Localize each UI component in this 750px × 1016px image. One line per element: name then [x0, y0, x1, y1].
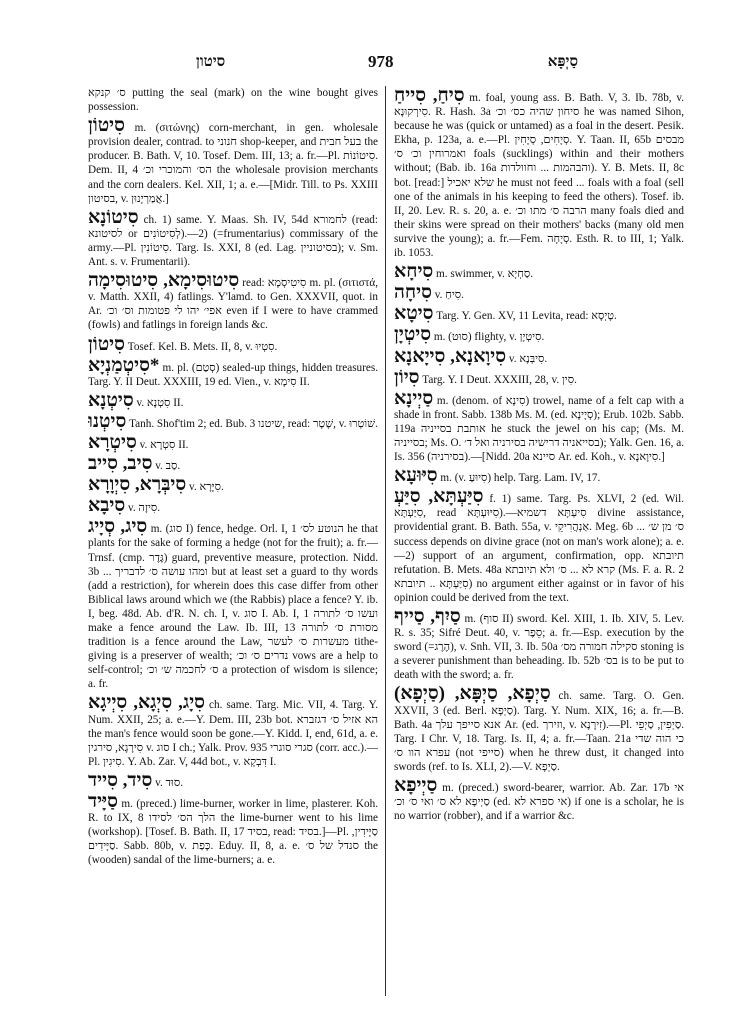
dictionary-entry: [394, 776, 684, 823]
entry-headword: סִיטוֹן: [88, 115, 125, 137]
dictionary-entry: [88, 454, 378, 473]
entry-definition: m. (v. סִיוּעַ) help. Targ. Lam. IV, 17.: [440, 472, 601, 485]
entry-definition: v. סִטְנָא II.: [136, 396, 184, 409]
page-header: [86, 52, 690, 76]
running-head-right: סַיְפָּא: [547, 54, 578, 70]
entry-definition: ch. 1) same. Y. Maas. Sh. IV, 54d לחמורא (read: לסיטונא or לְסִיטוֹנִים).—2) (=frumentarius) commissary of the army.—Pl. סִיטוֹנִין. Targ. Is. XXI, 8 (ed. Lag. בסיטוניין); v. Sm. Ant. s. v. Frumentarii).: [88, 213, 378, 269]
entry-definition: ס׳ קנקא putting the seal (mark) on the wine bought gives possession.: [88, 87, 378, 114]
entry-definition: v. סִיָּרָא.: [188, 481, 224, 494]
entry-headword: סִיבְּרָא, סִיְוָרָא: [88, 474, 187, 496]
dictionary-entry: [88, 208, 378, 269]
left-column: [88, 86, 378, 996]
entry-headword: סַיְיפָא: [394, 775, 438, 797]
entry-headword: סִיחַ, סִייחַ: [394, 86, 465, 106]
dictionary-entry: [394, 325, 684, 344]
entry-headword: סִיטוֹן: [88, 333, 125, 355]
dictionary-entry: [394, 487, 684, 605]
entry-definition: Tosef. Kel. B. Mets. II, 8, v. סִטְיוּ.: [127, 340, 278, 353]
dictionary-entry: [88, 792, 378, 867]
entry-headword: סִיב, סִייב: [88, 453, 153, 475]
column-divider: [385, 86, 386, 996]
right-column: [394, 86, 684, 996]
dictionary-entry: [394, 86, 684, 260]
dictionary-entry: [394, 347, 684, 366]
entry-headword: סִיג, סְיָיג: [88, 516, 148, 538]
entry-definition: v. סִטְרָא II.: [139, 438, 189, 451]
entry-definition: Targ. Y. Gen. XV, 11 Levita, read: טָיְסָא.: [436, 310, 617, 323]
dictionary-entry: [394, 389, 684, 464]
entry-headword: סִיטְרָא: [88, 431, 137, 453]
entry-headword: סִיטְנָא: [88, 389, 134, 411]
dictionary-entry: [394, 607, 684, 682]
entry-headword: *סִיטְמַנְיָא: [88, 354, 160, 376]
entry-definition: v. סִיבְּנָא.: [508, 352, 548, 365]
dictionary-entry: [88, 335, 378, 354]
entry-definition: m. (σιτώνης) corn-merchant, in gen. wholesale provision dealer, contrad. to חנוני shop-keeper, and בעל חבית the producer. B. Bath. V, 10. Tosef. Dem. III, 13; a. fr.—Pl. סִיטוֹנוֹת. Dem. II, 4 הס׳ והמוכרי וכ׳ the wholesale provision merchants and the corn dealers. Kel. XII, 1; a. e.—[Midr. Till. to Ps. XXIII בסיטון, v. אֲמַרְיָנוּן.]: [88, 122, 378, 205]
entry-definition: m. (denom. of סִינָא) trowel, name of a felt cap with a shade in front. Sabb. 138b Ms. M. (ed. סְיָינָא); Erub. 102b. Sabb. 119a אותבת בסייניה he stuck the jewel on his cap; (Ms. M. בסייניה; Ms. O. בסייאניה דרישיה בסירניה ואל ד׳); Yalk. Gen. 16, a. Is. 356 (בסירניה).—[Nidd. 20a סיינא Ar. ed. Koh., v. סִיוָאנָא.]: [394, 394, 684, 464]
dictionary-entry: [88, 391, 378, 410]
entry-headword: סִיָג, סִיְגָא, סִיְיגָא: [88, 692, 205, 714]
dictionary-entry: [88, 433, 378, 452]
dictionary-entry: [88, 517, 378, 691]
entry-definition: read: סִיטִיסְמָא m. pl. (σιτιστά, v. Matth. XXII, 4) fatlings. Y'lamd. to Gen. XXXVII, quot. in Ar. אפי׳ יהו לי פטומות וס׳ וכ׳ even if I were to have crammed (fowls) and fatlings in foreign lands &c.: [88, 277, 378, 332]
dictionary-entry: [88, 475, 378, 494]
entry-definition: m. (preced.) sword-bearer, warrior. Ab. Zar. 17b אי סַיְיפָא לא ס׳ ואי ס׳ וכ׳ (ed. אי ספרא לא) if one is a scholar, he is no warrior (robber), and if a warrior &c.: [394, 782, 684, 823]
entry-definition: m. (סוּט) flighty, v. סִיטְיָן.: [433, 331, 545, 344]
dictionary-entry: [394, 283, 684, 302]
entry-definition: m. foal, young ass. B. Bath. V, 3. Ib. 78b, v. סִירְקוּנָא. R. Hash. 3a סיחון שהיה כס׳ וכ׳ he was named Sihon, because he was (quick or untamed) as a foal in the desert. Pesik. Ekha, p. 123a, a. e.—Pl. סְיָחִים, סְיָחִין. Y. Taan. II, 65b מבסים ואמרוחין וכ׳ ס׳ foals (sucklings) within and their mothers without; (Bab. ib. 16a והבהמות ... וחוולדות). Y. B. Mets. II, 8c bot. [read:] שלא יאכיל he must not feed ... foals with a foal (sell one of the animals in his keeping to feed the others). Tosef. ib. II, 20. Lev. R. s. 20, a. e. הרבה ס׳ מתו וכ׳ many foals died and their skins were spread on their mothers' backs (many old men survive the young); a. fr.—Fem. סְיָחָה. Esth. R. to III, 1; Yalk. ib. 1053.: [394, 92, 684, 260]
entry-headword: סִיבָא: [88, 495, 126, 517]
entry-headword: סִיחָה: [394, 282, 432, 304]
entry-headword: סִיטוּסִימָא, סִיטוּסִימָה: [88, 270, 240, 292]
entry-definition: v. סִיזָה.: [127, 502, 161, 515]
entry-headword: סִיַּעְתָּא, סִיַּעְ: [394, 486, 484, 508]
entry-headword: סַיִף, סַייף: [394, 606, 461, 627]
dictionary-entry: [88, 271, 378, 332]
dictionary-entry: [394, 684, 684, 774]
entry-definition: m. (סוף II) sword. Kel. XIII, 1. Ib. XIV, 5. Lev. R. s. 35; Sifré Deut. 40, v. סֵפֶר; a. fr.—Esp. execution by the sword (=הֶרֶג), v. Snh. VII, 3. Ib. 50a סקילה חמורה מס׳ stoning is a severer punishment than beheading. Ib. 52b בס׳ is to be put to death with the sword; a. fr.: [394, 613, 684, 682]
entry-headword: סִיטָא: [394, 303, 434, 325]
entry-definition: v. סוּד.: [155, 776, 184, 789]
dictionary-entry: [88, 412, 378, 431]
entry-headword: סִיטְיָן: [394, 324, 432, 346]
dictionary-entry: [394, 304, 684, 323]
entry-definition: v. סִיחַ.: [434, 289, 464, 302]
entry-headword: סִיּוּעָא: [394, 465, 438, 487]
running-head-left: סיטון: [196, 54, 226, 70]
entry-definition: ch. same. Targ. O. Gen. XXVII, 3 (ed. Berl. סַיְפָא). Targ. Y. Num. XIX, 16; a. fr.—B. Bath. 4a אנא סייפך עלך Ar. (ed. וזירך, v. זִירָנָא).—Pl. סַיְפִין, סַיְפֵי. Targ. I Chr. V, 18. Targ. Is. II, 4; a. fr.—Taan. 21a כי הוה שדי עפרא הוו ס׳ (not סייפי) when he threw dust, it changed into swords (ref. to Is. XLI, 2).—V. סַיְפָא.: [394, 690, 684, 773]
entry-headword: סִיטְנוּ: [88, 410, 127, 432]
entry-headword: סַיָּיד: [88, 791, 118, 813]
entry-headword: סַיְפָא, סַיְפָּא, (סַיְפָא): [394, 683, 551, 705]
dictionary-entry: [88, 496, 378, 515]
entry-headword: סִיטוֹנָא: [88, 206, 139, 228]
page-number: 978: [368, 52, 394, 71]
entry-definition: f. 1) same. Targ. Ps. XLVI, 2 (ed. Wil. סִיַּעְתָּא, read סִיּוּעְתָּא).—סִיעְתָּא דשמיא divine assistance, providential grant. B. Bath. 55a, v. אַנְהֲרִיקֵי. Meg. 6b ... ס׳ מן ש׳ success depends on divine grace (not on man's work alone); a. e.—2) support of an argument, confirmation, opp. תיובתא refutation. B. Mets. 48a קרא לא ... ס׳ ולא תיובתא (Ms. F. a. R. 2 סִיַּעְתָּא .. תיובתא) no argument either against or in favor of his opinion could be derived from the text.: [394, 493, 684, 604]
entry-headword: סִיוֹן: [394, 366, 420, 388]
entry-definition: m. pl. (סְטַם) sealed-up things, hidden treasures. Targ. Y. II Deut. XXXIII, 19 ed. Vien., v. סִימָא II.: [88, 361, 378, 388]
entry-definition: Targ. Y. I Deut. XXXIII, 28, v. סִין.: [422, 373, 577, 386]
entry-definition: m. swimmer, v. סַחְיָא.: [436, 268, 534, 281]
dictionary-entry: [394, 466, 684, 485]
dictionary-entry: [88, 771, 378, 790]
dictionary-entry: [88, 693, 378, 768]
dictionary-entry: [88, 116, 378, 206]
entry-headword: סִיד, סִייד: [88, 769, 153, 791]
dictionary-entry: [88, 356, 378, 389]
dictionary-entry: [394, 368, 684, 387]
entry-definition: ch. same. Targ. Mic. VII, 4. Targ. Y. Num. XXII, 25; a. e.—Y. Dem. III, 23b bot. הא אזיל ס׳ דגזברא the man's fence would soon be gone.—Y. Kidd. I, end, 61d, a. e. סִירָגָא, סירגין v. סוג I ch.; Yalk. Prov. 935 סגרי סוגרי (corr. acc.).—Pl. סִיגִין. Y. Ab. Zar. V, 44d bot., v. דִּבְקָא I.: [88, 699, 378, 768]
entry-headword: סִיוָאנָא, סִייָאנָא: [394, 345, 507, 367]
dictionary-entry: [88, 86, 378, 114]
entry-definition: v. סַב.: [155, 460, 181, 473]
entry-headword: סִיחָא: [394, 261, 434, 283]
dictionary-entry: [394, 262, 684, 281]
entry-headword: סַיְינָא: [394, 387, 434, 409]
entry-definition: m. (סוג I) fence, hedge. Orl. I, 1 הנוטע לס׳ he that plants for the sake of forming a hedge (not for the fruit); a. fr.—Trnsf. (cmp. גֶּדֶר) guard, preventive measure, protection. Nidd. 3b ... ומהו עושה ס׳ לדבריך but at least set a guard to thy words (add a restriction), for wherein does this case differ from other Biblical laws around which we (the Rabbis) place a fence? Y. ib. I, beg. 48d. Ab. d'R. N. ch. I, v. סוג I. Ab. I, 1 ועשו ס׳ לתורה make a fence around the Law. Ib. III, 13 מסורת ס׳ לתורה tradition is a fence around the Law, מעשרות ס׳ לעשר tithe-giving is a preserver of wealth; נדרים ס׳ וכ׳ vows are a help to self-control; ס׳ לחכמה ש׳ וכ׳ a protection of wisdom is silence; a. fr.: [88, 523, 378, 691]
entry-definition: m. (preced.) lime-burner, worker in lime, plasterer. Koh. R. to IX, 8 הלך הס׳ לסידו the lime-burner went to his lime (workshop). [Tosef. B. Bath. II, 17 בסיד, read: בסיד.]—Pl. סַיָּידִין, סַיָּידִים. Sabb. 80b, v. כָּפַת. Eduy. II, 8, a. e. סנדל של ס׳ the (wooden) sandal of the lime-burners; a. e.: [88, 798, 378, 867]
entry-definition: Tanh. Shof'tim 2; ed. Bub. 3 שיטנו, read: שָׁטָר, v. שׁוֹטְרוּ.: [129, 417, 378, 430]
